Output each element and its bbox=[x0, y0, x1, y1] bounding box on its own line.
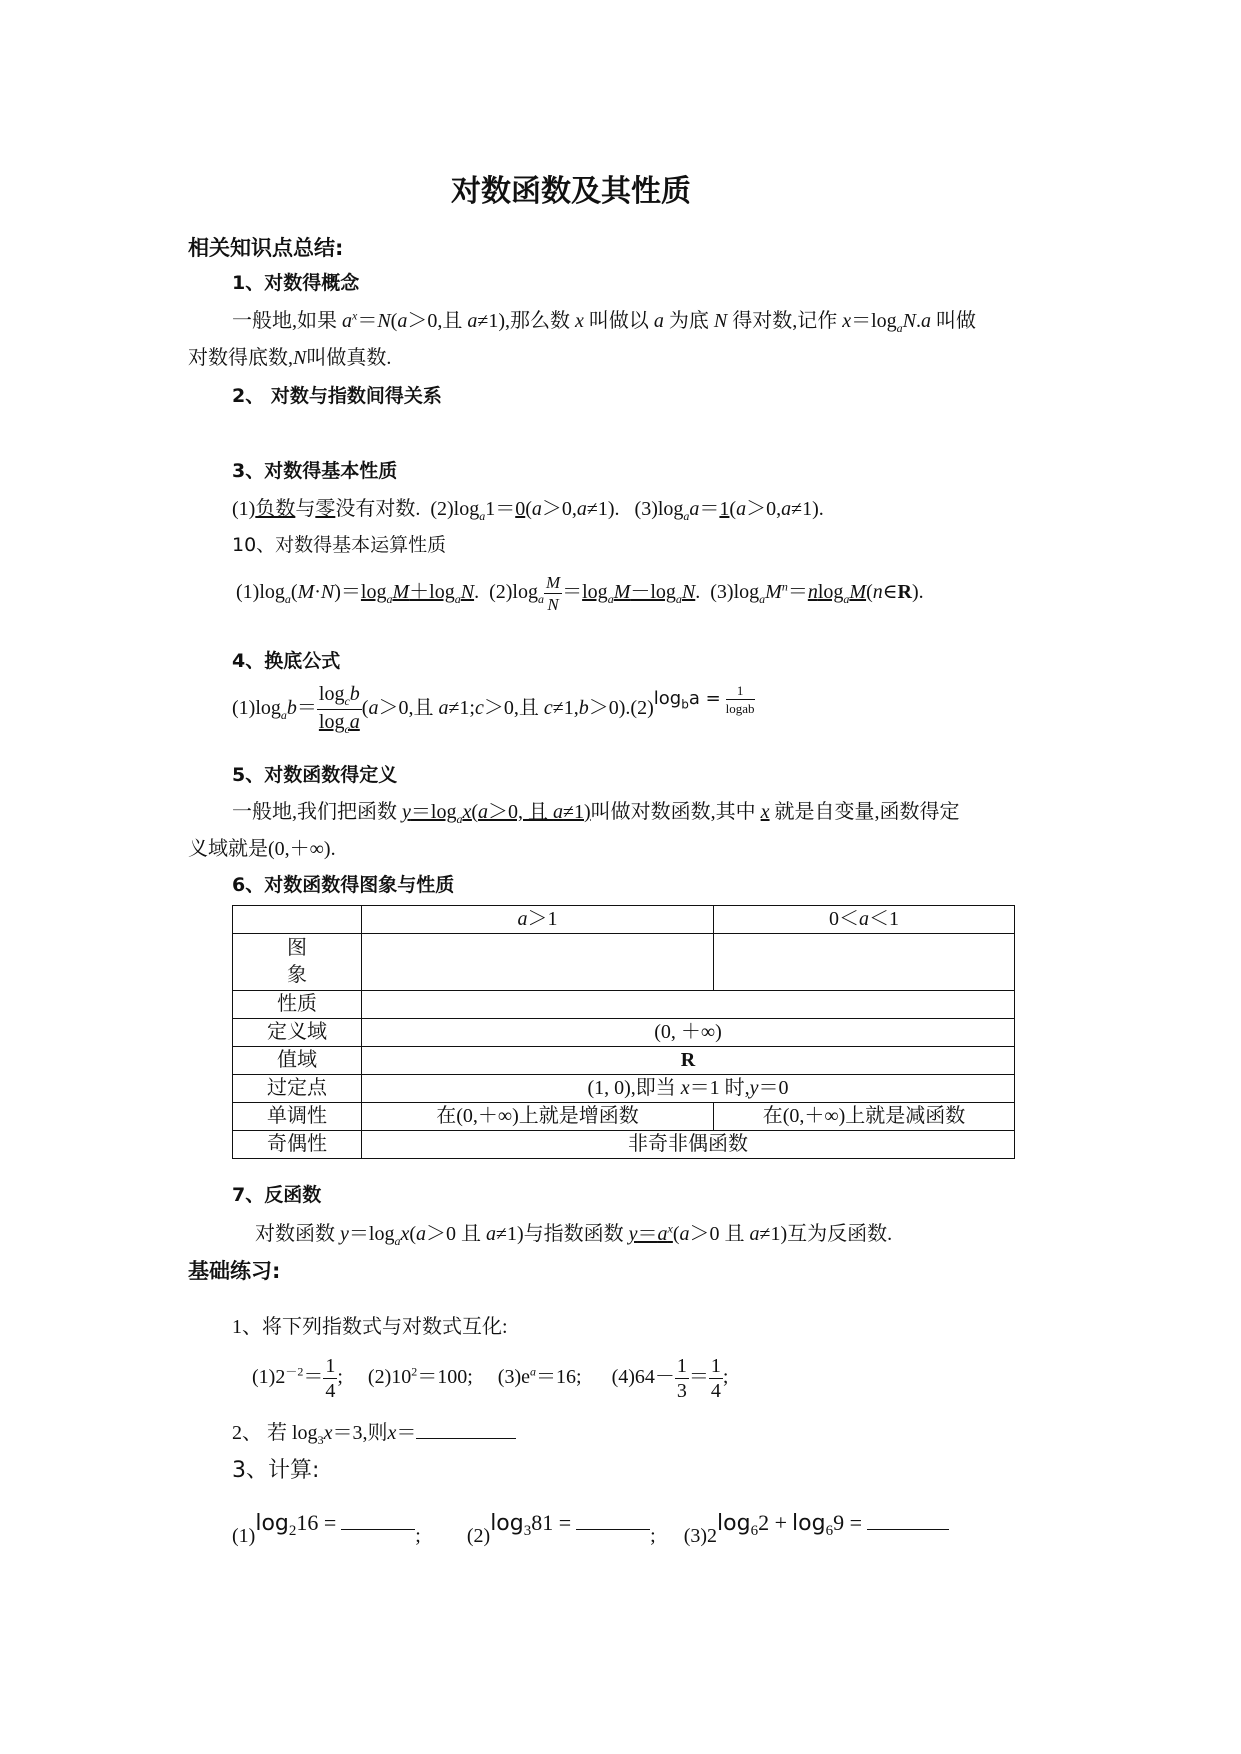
heading-relation: 2、 对数与指数间得关系 bbox=[232, 385, 442, 407]
exercise-2: 2、 若 $\log_3x=3$,则x＝ bbox=[232, 1416, 516, 1448]
heading-definition: 5、对数函数得定义 bbox=[232, 764, 398, 786]
properties-label: 性质 bbox=[233, 991, 362, 1019]
concept-line-1: 一般地,如果 $a^x=N(a>0$,且 a≠1),那么数 x 叫做以 a 为底 N 得对数,记作 $x=\log_aN.a$ 叫做 bbox=[232, 308, 977, 335]
properties-cell bbox=[362, 991, 1015, 1019]
fixed-point-value: (1, 0),即当 x＝1 时,y＝0 bbox=[362, 1075, 1015, 1103]
definition-line-1: 一般地,我们把函数 $y=\log_ax(a>0$, 且 a≠1)叫做对数函数,其中 x 就是自变量,函数得定 bbox=[232, 801, 960, 826]
table-corner-cell bbox=[233, 906, 362, 934]
monotonicity-decreasing: 在(0,＋∞)上就是减函数 bbox=[714, 1103, 1015, 1131]
heading-operations: 10、对数得基本运算性质 bbox=[232, 534, 447, 556]
heading-concept: 1、对数得概念 bbox=[232, 272, 360, 294]
range-label: 值域 bbox=[233, 1047, 362, 1075]
fixed-point-label: 过定点 bbox=[233, 1075, 362, 1103]
range-value: R bbox=[362, 1047, 1015, 1075]
exercise-3-1-answer-blank[interactable] bbox=[341, 1513, 415, 1530]
table-header-row bbox=[233, 906, 1015, 934]
table-row-range bbox=[233, 1047, 1015, 1075]
header-a-between-0-1: 0＜a＜1 bbox=[714, 906, 1015, 934]
heading-basic-properties: 3、对数得基本性质 bbox=[232, 460, 398, 482]
table-row-properties bbox=[233, 991, 1015, 1019]
parity-label: 奇偶性 bbox=[233, 1131, 362, 1159]
page-title: 对数函数及其性质 bbox=[451, 174, 691, 209]
domain-value: (0, ＋∞) bbox=[362, 1019, 1015, 1047]
graph-cell-a-between-0-1 bbox=[714, 934, 1015, 991]
table-row-domain bbox=[233, 1019, 1015, 1047]
change-of-base-line: $(1)\log_ab=$ $\frac{\log_cb}{\log_ca}$ (a＞0,且 a≠1;c＞0,且 $c\ne 1,b>0).(2)\log_ba$ = $\frac{1}{\text{logab}}$ bbox=[232, 683, 755, 736]
monotonicity-label: 单调性 bbox=[233, 1103, 362, 1131]
parity-value: 非奇非偶函数 bbox=[362, 1131, 1015, 1159]
definition-line-2: 义域就是(0,＋∞). bbox=[188, 838, 336, 860]
graph-cell-a-greater-1 bbox=[362, 934, 714, 991]
exercise-3-items: $(1)\log_216$ = ; $(2)\log_381$ = ; $(3)2\log_62 + \log_69$ = bbox=[232, 1510, 949, 1540]
exercise-1-question: 1、将下列指数式与对数式互化: bbox=[232, 1316, 508, 1338]
table-row-monotonicity bbox=[233, 1103, 1015, 1131]
table-row-graph bbox=[233, 934, 1015, 991]
basic-properties-line: (1)负数与零没有对数. $(2)\log_a1=0(a>0,a\ne 1)$. $(3)\log_aa=1(a>0,a\ne 1)$. bbox=[232, 498, 824, 523]
heading-change-of-base: 4、换底公式 bbox=[232, 650, 341, 672]
heading-graph-properties: 6、对数函数得图象与性质 bbox=[232, 874, 455, 896]
properties-table bbox=[232, 905, 1015, 1159]
section-heading-practice: 基础练习: bbox=[188, 1259, 281, 1283]
monotonicity-increasing: 在(0,＋∞)上就是增函数 bbox=[362, 1103, 714, 1131]
table-row-fixed-point bbox=[233, 1075, 1015, 1103]
exercise-3-3-answer-blank[interactable] bbox=[867, 1513, 949, 1530]
operations-line: $(1)\log_a(M\cdot N)=\log_aM+\log_aN$. $(2)\log_a$ $\frac{M}{N}$ $=\log_aM-\log_aN$. $(3)\log_aM^n=nlog_aM(n\in R)$. bbox=[236, 573, 924, 614]
exercise-3-question: 3、计算: bbox=[232, 1458, 320, 1483]
section-heading-knowledge: 相关知识点总结: bbox=[188, 236, 344, 260]
heading-inverse: 7、反函数 bbox=[232, 1184, 322, 1206]
exercise-2-answer-blank[interactable] bbox=[416, 1420, 516, 1439]
graph-label: 图 象 bbox=[233, 934, 362, 991]
header-a-greater-1: a＞1 bbox=[362, 906, 714, 934]
exercise-3-2-answer-blank[interactable] bbox=[576, 1513, 650, 1530]
exercise-1-items: $(1)2^{-2}=$ $\frac{1}{4}$ ; $(2)10^2=100$; $(3)e^a=16$; (4)64－ $\frac{1}{3}$ ＝ $\frac{1}{4}$ ; bbox=[252, 1355, 729, 1402]
inverse-line: 对数函数 $y=\log_ax(a>0$ 且 a≠1)与指数函数 $y=a^x(a>0$ 且 a≠1)互为反函数. bbox=[255, 1221, 893, 1248]
domain-label: 定义域 bbox=[233, 1019, 362, 1047]
concept-line-2: 对数得底数,N叫做真数. bbox=[188, 347, 392, 369]
table-row-parity bbox=[233, 1131, 1015, 1159]
